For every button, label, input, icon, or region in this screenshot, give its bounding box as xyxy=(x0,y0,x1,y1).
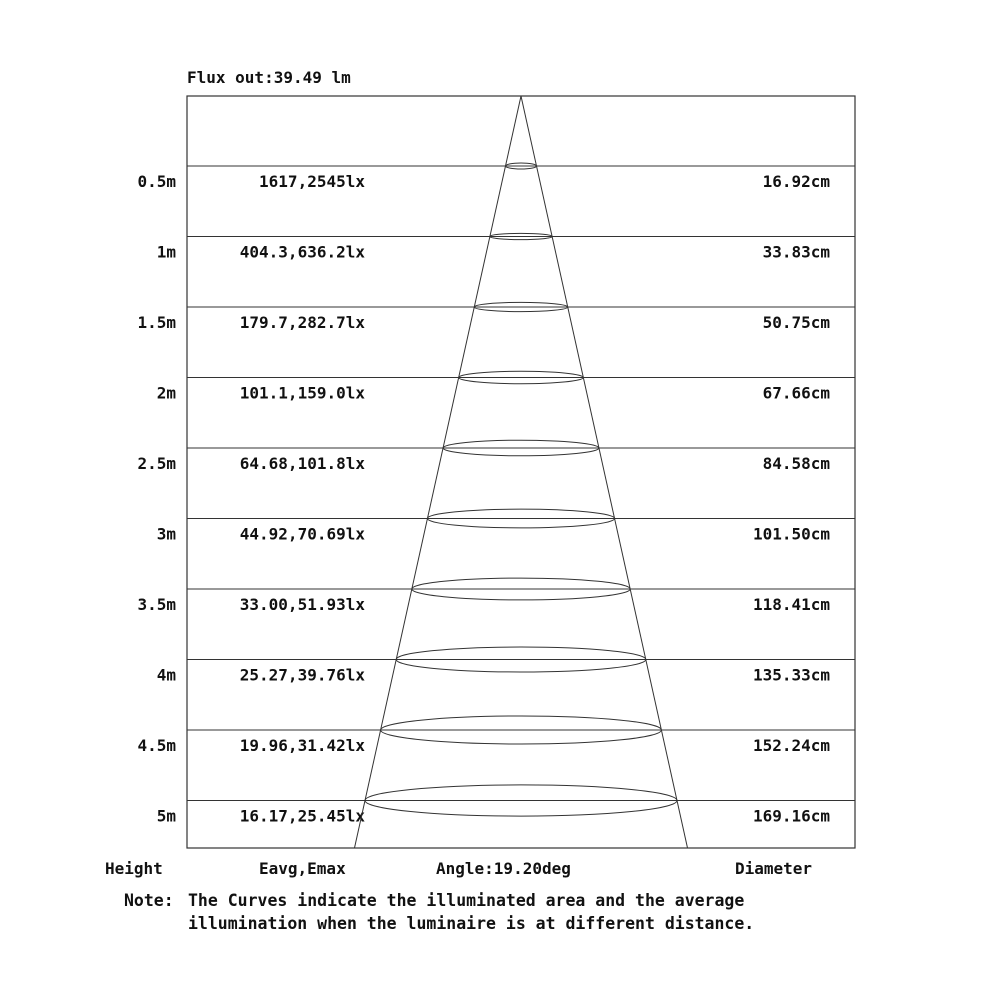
row-illuminance-label: 179.7,282.7lx xyxy=(239,313,365,332)
row-illuminance-label: 404.3,636.2lx xyxy=(239,242,365,262)
beam-edge-right xyxy=(521,96,688,848)
note-line-1: The Curves indicate the illuminated area and the average xyxy=(188,891,745,910)
row-illuminance-label: 19.96,31.42lx xyxy=(239,736,365,755)
row-illuminance-label: 25.27,39.76lx xyxy=(239,665,365,685)
row-diameter-label: 50.75cm xyxy=(762,313,830,332)
rows-layer xyxy=(137,166,855,826)
row-diameter-label: 152.24cm xyxy=(752,736,830,755)
diameter-column-label: Diameter xyxy=(735,859,813,878)
row-illuminance-label: 1617,2545lx xyxy=(259,172,365,191)
row-diameter-label: 169.16cm xyxy=(752,806,830,826)
row-illuminance-label: 16.17,25.45lx xyxy=(239,806,365,826)
flux-out-label: Flux out:39.49 lm xyxy=(187,68,351,87)
eavg-emax-column-label: Eavg,Emax xyxy=(259,859,346,878)
row-height-label: 0.5m xyxy=(137,172,176,191)
row-diameter-label: 101.50cm xyxy=(752,524,830,544)
row-height-label: 3.5m xyxy=(137,595,176,614)
row-height-label: 2.5m xyxy=(137,454,176,473)
row-height-label: 5m xyxy=(156,806,176,826)
row-height-label: 1m xyxy=(156,242,176,262)
beam-angle-label: Angle:19.20deg xyxy=(436,859,571,878)
note-prefix: Note: xyxy=(124,891,174,910)
beam-edge-left xyxy=(354,96,521,848)
row-illuminance-label: 44.92,70.69lx xyxy=(239,524,365,544)
row-diameter-label: 33.83cm xyxy=(762,242,830,262)
row-height-label: 2m xyxy=(156,383,176,403)
row-illuminance-label: 101.1,159.0lx xyxy=(239,383,365,403)
row-diameter-label: 118.41cm xyxy=(752,595,830,614)
row-diameter-label: 135.33cm xyxy=(752,665,830,685)
row-illuminance-label: 64.68,101.8lx xyxy=(239,454,365,473)
row-diameter-label: 16.92cm xyxy=(762,172,830,191)
row-height-label: 4.5m xyxy=(137,736,176,755)
height-column-label: Height xyxy=(105,859,163,878)
row-diameter-label: 67.66cm xyxy=(762,383,830,403)
row-illuminance-label: 33.00,51.93lx xyxy=(239,595,365,614)
row-height-label: 1.5m xyxy=(137,313,176,332)
beam-cone xyxy=(354,96,687,848)
note-line-2: illumination when the luminaire is at different distance. xyxy=(188,914,755,933)
row-diameter-label: 84.58cm xyxy=(762,454,830,473)
row-height-label: 3m xyxy=(156,524,176,544)
row-height-label: 4m xyxy=(156,665,176,685)
